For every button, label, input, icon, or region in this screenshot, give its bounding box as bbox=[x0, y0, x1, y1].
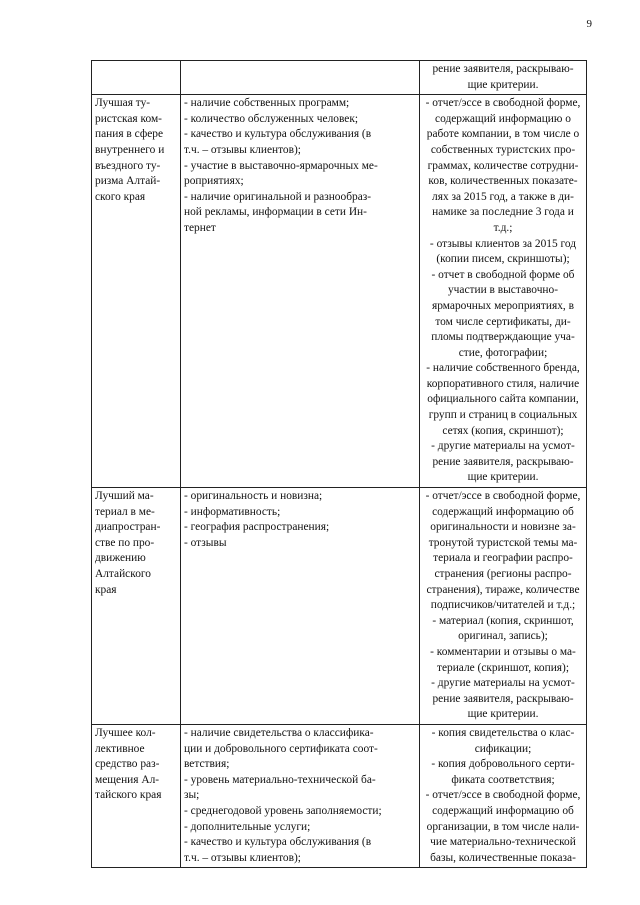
text-line: корпоративного стиля, наличие bbox=[426, 377, 580, 390]
text-line: - количество обслуженных человек; bbox=[184, 112, 359, 125]
text-line: рение заявителя, раскрываю- bbox=[432, 455, 574, 468]
text-line: ского края bbox=[95, 190, 146, 203]
nomination-cell bbox=[92, 95, 181, 488]
text-line: собственных туристских про- bbox=[430, 143, 576, 156]
text-line: - отчет/эссе в свободной форме, bbox=[425, 97, 581, 110]
text-line: лективное bbox=[95, 742, 145, 755]
text-line: мещения Ал- bbox=[95, 773, 160, 786]
text-line: - уровень материально-технической ба- bbox=[184, 773, 376, 786]
nominations-table bbox=[91, 60, 587, 868]
text-line: - отзывы клиентов за 2015 год bbox=[429, 237, 577, 250]
criteria-cell bbox=[181, 95, 420, 488]
page-number: 9 bbox=[586, 18, 592, 30]
text-line: ристская ком- bbox=[95, 112, 162, 125]
text-line: средство раз- bbox=[95, 758, 160, 771]
text-line: т.ч. – отзывы клиентов); bbox=[184, 851, 301, 864]
text-line: тайского края bbox=[95, 789, 162, 802]
text-line: - география распространения; bbox=[184, 521, 330, 534]
criteria-cell bbox=[181, 724, 420, 867]
text-line: организации, в том числе нали- bbox=[426, 820, 580, 833]
table-row bbox=[92, 724, 587, 867]
text-line: Лучшая ту- bbox=[95, 97, 151, 110]
text-line: рение заявителя, раскрываю- bbox=[432, 692, 574, 705]
text-line: ярмарочных мероприятиях, в bbox=[432, 299, 574, 312]
text-line: странения (регионы распро- bbox=[434, 568, 572, 580]
text-line: групп и страниц в социальных bbox=[428, 409, 578, 422]
text-line: въездного ту- bbox=[95, 159, 161, 172]
text-line: зы; bbox=[184, 789, 200, 802]
text-line: работе компании, в том числе о bbox=[426, 128, 580, 141]
text-line: ветствия; bbox=[184, 758, 230, 771]
text-line: фиката соответствия; bbox=[451, 773, 555, 786]
table-row bbox=[92, 61, 587, 95]
text-line: - отчет в свободной форме об bbox=[431, 268, 575, 281]
text-line: - наличие собственных программ; bbox=[184, 97, 350, 110]
text-line: - копия добровольного серти- bbox=[431, 758, 575, 771]
text-line: - наличие оригинальной и разнообраз- bbox=[184, 190, 372, 203]
text-line: щие критерии. bbox=[467, 78, 539, 91]
text-line: сетях (копия, скриншот); bbox=[442, 424, 564, 437]
text-line: оригинал, запись); bbox=[458, 630, 548, 643]
table-row bbox=[92, 488, 587, 725]
text-line: стие, фотографии; bbox=[458, 346, 548, 359]
text-line: (копии писем, скриншоты); bbox=[436, 253, 570, 266]
text-line: базы, количественные показа- bbox=[430, 851, 576, 864]
text-line: официального сайта компании, bbox=[427, 393, 579, 406]
text-line: странения), тираже, количестве bbox=[426, 583, 580, 596]
text-line: движению bbox=[95, 552, 146, 565]
text-line: сификации; bbox=[474, 742, 532, 755]
text-line: ризма Алтай- bbox=[95, 175, 161, 188]
text-line: края bbox=[95, 583, 117, 596]
text-line: - комментарии и отзывы о ма- bbox=[430, 645, 576, 658]
text-line: оригинальности и новизне за- bbox=[430, 521, 576, 534]
text-line: внутреннего и bbox=[95, 143, 165, 156]
text-line: содержащий информацию об bbox=[432, 804, 574, 817]
documents-cell bbox=[420, 61, 587, 95]
documents-cell bbox=[420, 724, 587, 867]
text-line: - дополнительные услуги; bbox=[184, 820, 311, 833]
text-line: териал в ме- bbox=[95, 505, 155, 518]
text-line: подписчиков/читателей и т.д.; bbox=[430, 599, 576, 612]
text-line: - копия свидетельства о клас- bbox=[431, 726, 575, 739]
text-line: - отзывы bbox=[184, 536, 227, 549]
text-line: - информативность; bbox=[184, 505, 281, 518]
text-line: териала и географии распро- bbox=[433, 552, 573, 565]
text-line: - отчет/эссе в свободной форме, bbox=[425, 789, 581, 802]
nomination-cell bbox=[92, 488, 181, 725]
text-line: тернет bbox=[184, 221, 216, 234]
text-line: териале (скриншот, копия); bbox=[436, 661, 569, 674]
text-line: - наличие собственного бренда, bbox=[426, 362, 580, 375]
text-line: диапростран- bbox=[95, 521, 161, 534]
text-line: - участие в выставочно-ярмарочных ме- bbox=[184, 159, 378, 172]
text-line: - наличие свидетельства о классифика- bbox=[184, 726, 374, 739]
text-line: том числе сертификаты, ди- bbox=[435, 315, 571, 328]
text-line: Лучший ма- bbox=[95, 490, 154, 503]
text-line: граммах, количестве сотрудни- bbox=[427, 159, 579, 172]
table-row bbox=[92, 95, 587, 488]
text-line: ции и добровольного сертификата соот- bbox=[184, 742, 378, 755]
text-line: тронутой туристской темы ма- bbox=[428, 536, 578, 549]
text-line: чие материально-технической bbox=[430, 836, 576, 849]
text-line: - качество и культура обслуживания (в bbox=[184, 128, 372, 141]
text-line: пания в сфере bbox=[95, 128, 164, 141]
text-line: - качество и культура обслуживания (в bbox=[184, 836, 372, 849]
text-line: намике за последние 3 года и bbox=[432, 206, 574, 219]
text-line: роприятиях; bbox=[184, 175, 244, 188]
text-line: - отчет/эссе в свободной форме, bbox=[425, 490, 581, 503]
text-line: щие критерии. bbox=[467, 471, 539, 484]
text-line: пломы подтверждающие уча- bbox=[431, 331, 575, 344]
text-line: содержащий информацию об bbox=[432, 505, 574, 518]
documents-cell bbox=[420, 488, 587, 725]
text-line: ков, количественных показате- bbox=[428, 175, 578, 188]
text-line: рение заявителя, раскрываю- bbox=[432, 63, 574, 75]
nomination-cell bbox=[92, 724, 181, 867]
text-line: - другие материалы на усмот- bbox=[431, 440, 575, 453]
text-line: Алтайского bbox=[95, 568, 151, 580]
nomination-cell bbox=[92, 61, 181, 95]
text-line: - материал (копия, скриншот, bbox=[432, 614, 574, 627]
text-line: стве по про- bbox=[95, 536, 155, 549]
text-line: - другие материалы на усмот- bbox=[431, 677, 575, 690]
documents-cell bbox=[420, 95, 587, 488]
text-line: участии в выставочно- bbox=[447, 284, 559, 297]
text-line: лях за 2015 год, а также в ди- bbox=[432, 190, 574, 203]
criteria-cell bbox=[181, 488, 420, 725]
text-line: содержащий информацию о bbox=[435, 112, 571, 125]
text-line: - среднегодовой уровень заполняемости; bbox=[184, 804, 382, 817]
text-line: ной рекламы, информации в сети Ин- bbox=[184, 206, 367, 219]
text-line: - оригинальность и новизна; bbox=[184, 490, 323, 503]
criteria-cell bbox=[181, 61, 420, 95]
text-line: т.д.; bbox=[493, 221, 513, 234]
text-line: щие критерии. bbox=[467, 708, 539, 721]
text-line: Лучшее кол- bbox=[95, 726, 156, 739]
text-line: т.ч. – отзывы клиентов); bbox=[184, 143, 301, 156]
